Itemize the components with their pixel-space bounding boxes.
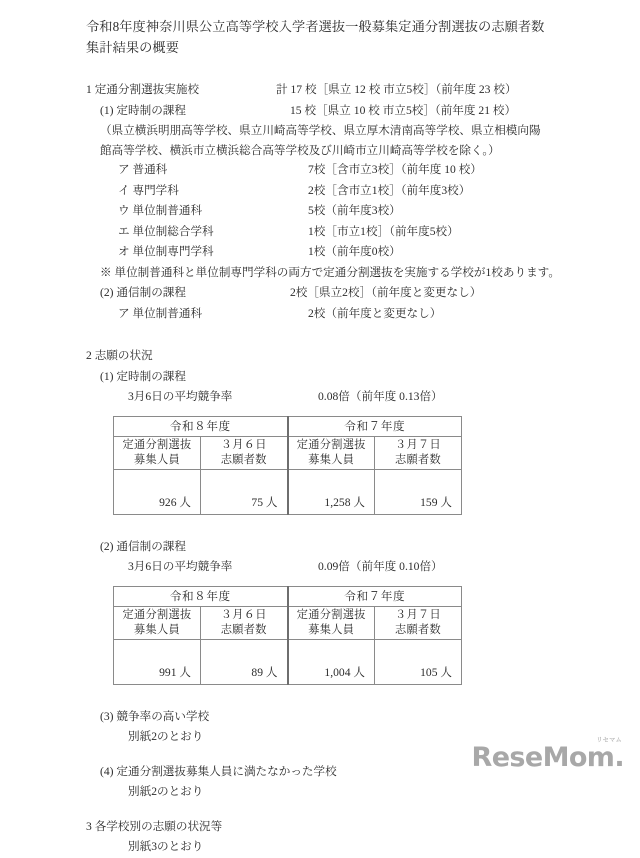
section-1-item-1-value: 15 校［県立 10 校 市立5校］（前年度 21 校） [290, 103, 517, 117]
value-applicants-r7: 105 人 [375, 639, 462, 684]
column-header-quota-r7: 定通分割選抜 募集人員 [288, 606, 375, 639]
section-1-item-2-sub-value: 2校（前年度と変更なし） [308, 306, 442, 320]
section-3-heading [86, 817, 640, 838]
value-quota-r8: 926 人 [114, 469, 201, 514]
value-quota-r7: 1,004 人 [288, 639, 375, 684]
section-2-item-1-rate-value: 0.08倍（前年度 0.13倍） [318, 390, 443, 403]
column-header-quota-r8: 定通分割選抜 募集人員 [114, 436, 201, 469]
column-header-quota-r7: 定通分割選抜 募集人員 [288, 436, 375, 469]
section-3-heading-label: 3 各学校別の志願の状況等 [86, 819, 223, 833]
section-2-heading-label: 2 志願の状況 [86, 349, 153, 362]
course-label-o: オ 単位制専門学科 [118, 245, 214, 258]
column-header-quota-r8: 定通分割選抜 募集人員 [114, 606, 201, 639]
resemom-superscript: リセマム [596, 737, 622, 744]
course-row-e [118, 222, 640, 243]
course-value-e: 1校［市立1校］（前年度5校） [308, 224, 459, 238]
year-header-reiwa7: 令和７年度 [288, 416, 462, 436]
section-2-item-4-label: (4) 定通分割選抜募集人員に満たなかった学校 [100, 764, 337, 778]
value-quota-r7: 1,258 人 [288, 469, 375, 514]
section-2-item-2-label: (2) 通信制の課程 [100, 539, 186, 553]
table-row-values [114, 469, 462, 514]
table-row-year-headers [114, 416, 462, 436]
value-applicants-r8: 89 人 [201, 639, 288, 684]
section-1-item-2-sub-label: ア 単位制普通科 [118, 306, 203, 320]
section-2-item-4-detail: 別紙2のとおり [128, 785, 204, 798]
section-1-item-2-sub [118, 304, 640, 325]
section-2-item-2 [100, 537, 640, 558]
value-quota-r8: 991 人 [114, 639, 201, 684]
section-2-item-1-rate-label: 3月6日の平均競争率 [128, 390, 233, 403]
course-value-i: 2校［含市立1校］（前年度3校） [308, 183, 471, 197]
section-1-heading-value: 計 17 校［県立 12 校 市立5校］（前年度 23 校） [276, 83, 517, 96]
course-row-i [118, 181, 640, 202]
resemom-brand: ReseMom. [471, 742, 624, 773]
value-applicants-r8: 75 人 [201, 469, 288, 514]
column-header-applicants-r8: ３月６日 志願者数 [201, 606, 288, 639]
section-2-item-2-rate-value: 0.09倍（前年度 0.10倍） [318, 560, 443, 573]
course-label-u: ウ 単位制普通科 [118, 204, 203, 217]
section-2-item-1-rate [128, 387, 640, 408]
course-row-u [118, 201, 640, 222]
course-row-a [118, 160, 640, 181]
section-2-item-1-label: (1) 定時制の課程 [100, 369, 186, 383]
year-header-reiwa7: 令和７年度 [288, 586, 462, 606]
section-1-heading [86, 80, 640, 101]
year-header-reiwa8: 令和８年度 [114, 416, 288, 436]
section-1-item-2-value: 2校［県立2校］（前年度と変更なし） [290, 286, 482, 299]
section-2-item-3-detail: 別紙2のとおり [128, 730, 204, 743]
tsushinsei-applicants-table [113, 586, 462, 685]
section-2-item-2-rate-label: 3月6日の平均競争率 [128, 560, 233, 573]
column-header-applicants-r7: ３月７日 志願者数 [375, 436, 462, 469]
section-2-item-1 [100, 367, 640, 388]
tsushinsei-table-wrap [113, 586, 640, 685]
section-1-item-1 [100, 101, 640, 122]
course-label-e: エ 単位制総合学科 [118, 224, 214, 238]
course-value-u: 5校（前年度3校） [308, 204, 401, 217]
value-applicants-r7: 159 人 [375, 469, 462, 514]
page-title: 令和8年度神奈川県公立高等学校入学者選抜一般募集定通分割選抜の志願者数集計結果の概要 [86, 19, 545, 55]
section-1-item-1-label: (1) 定時制の課程 [100, 103, 186, 117]
exclusion-note: （県立横浜明朋高等学校、県立川崎高等学校、県立厚木清南高等学校、県立相模向陽館高等学校、横浜市立横浜総合高等学校及び川崎市立川崎高等学校を除く。） [100, 124, 541, 157]
course-label-i: イ 専門学科 [118, 183, 179, 197]
teijisei-applicants-table [113, 416, 462, 515]
section-1-item-2 [100, 283, 640, 304]
section-2-item-3 [100, 707, 640, 728]
column-header-applicants-r8: ３月６日 志願者数 [201, 436, 288, 469]
section-2-item-4 [100, 762, 640, 783]
section-2-heading [86, 346, 640, 367]
year-header-reiwa8: 令和８年度 [114, 586, 288, 606]
section-2-item-3-label: (3) 競争率の高い学校 [100, 709, 210, 723]
teijisei-table-wrap [113, 416, 640, 515]
section-2-item-2-rate [128, 557, 640, 578]
column-header-applicants-r7: ３月７日 志願者数 [375, 606, 462, 639]
course-value-o: 1校（前年度0校） [308, 245, 401, 258]
table-row-column-headers [114, 436, 462, 469]
section-1-item-2-label: (2) 通信制の課程 [100, 286, 186, 299]
course-value-a: 7校［含市立3校］（前年度 10 校） [308, 163, 482, 176]
section-3-detail: 別紙3のとおり [128, 840, 204, 853]
table-row-column-headers [114, 606, 462, 639]
table-row-year-headers [114, 586, 462, 606]
section-1-heading-label: 1 定通分割選抜実施校 [86, 83, 200, 96]
asterisk-note: ※ 単位制普通科と単位制専門学科の両方で定通分割選抜を実施する学校が1校あります。 [100, 265, 560, 279]
table-row-values [114, 639, 462, 684]
course-label-a: ア 普通科 [118, 163, 168, 176]
course-row-o [118, 242, 640, 263]
